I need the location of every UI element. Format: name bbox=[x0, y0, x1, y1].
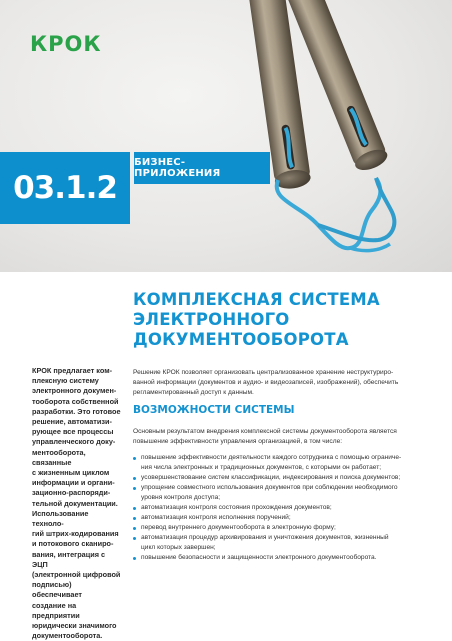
lead-line: повышение эффективности управления организацией, в том числе: bbox=[133, 438, 343, 445]
sidebar-line: ментооборота, связанные bbox=[32, 447, 86, 467]
sidebar-line: плексную систему bbox=[32, 376, 99, 386]
lead-paragraph bbox=[133, 427, 423, 447]
list-item bbox=[133, 473, 425, 483]
list-item bbox=[133, 513, 425, 523]
sidebar-line: рующее все процессы bbox=[32, 427, 114, 437]
sidebar-line: и потокового сканиро- bbox=[32, 539, 114, 549]
list-item-line: уровня контроля доступа; bbox=[141, 494, 221, 501]
sidebar-line: документооборота. bbox=[32, 631, 103, 641]
title-line: ДОКУМЕНТООБОРОТА bbox=[133, 330, 349, 349]
sidebar-line: управленческого доку- bbox=[32, 437, 116, 447]
lead-line: Основным результатом внедрения комплексной системы документооборота является bbox=[133, 428, 397, 435]
sidebar-summary bbox=[32, 366, 122, 641]
list-item-line: цикл которых завершен; bbox=[141, 544, 216, 551]
sidebar-line: разработки. Это готовое bbox=[32, 406, 121, 416]
sidebar-line: юридически значимого bbox=[32, 621, 117, 631]
sidebar-line: решение, автоматизи- bbox=[32, 417, 112, 427]
intro-line: ванной информации (документов и аудио- и видеозаписей, изображений), обеспечить bbox=[133, 379, 399, 386]
kroc-logo: КРОК bbox=[30, 32, 102, 56]
sidebar-line: КРОК предлагает ком- bbox=[32, 366, 113, 375]
list-item-line: усовершенствование систем классификации, индексирования и поиска документов; bbox=[141, 474, 401, 481]
title-line: КОМПЛЕКСНАЯ СИСТЕМА bbox=[133, 290, 380, 309]
intro-line: регламентированный доступ к данным. bbox=[133, 389, 254, 396]
title-line: ЭЛЕКТРОННОГО bbox=[133, 310, 290, 329]
sidebar-line: создание на предприятии bbox=[32, 600, 80, 620]
sidebar-line: подписью) обеспечивает bbox=[32, 580, 82, 600]
sidebar-line: гий штрих-кодирования bbox=[32, 529, 119, 539]
list-item-line: автоматизация процедур архивирования и уничтожения документов, жизненный bbox=[141, 534, 389, 541]
intro-line: Решение КРОК позволяет организовать централизованное хранение неструктуриро- bbox=[133, 369, 394, 376]
sidebar-line: тельной документации. bbox=[32, 498, 118, 508]
intro-paragraph bbox=[133, 368, 423, 398]
sidebar-line: (электронной цифровой bbox=[32, 570, 121, 580]
list-item bbox=[133, 523, 425, 533]
list-item-line: повышение безопасности и защищенности электронного документооборота. bbox=[141, 554, 377, 561]
list-item bbox=[133, 553, 425, 563]
list-item-line: упрощение совместного использования документов при соблюдении необходимого bbox=[141, 484, 398, 491]
capabilities-list bbox=[133, 453, 425, 563]
category-label: БИЗНЕС-ПРИЛОЖЕНИЯ bbox=[134, 152, 270, 184]
sidebar-line: Использование техноло- bbox=[32, 508, 89, 529]
list-item bbox=[133, 503, 425, 513]
list-item bbox=[133, 483, 425, 503]
list-item-line: перевод внутреннего документооборота в электронную форму; bbox=[141, 524, 336, 531]
section-heading: ВОЗМОЖНОСТИ СИСТЕМЫ bbox=[133, 404, 295, 416]
sidebar-line: вания, интеграция с ЭЦП bbox=[32, 549, 106, 569]
list-item-line: автоматизация контроля исполнения поручений; bbox=[141, 514, 291, 521]
sidebar-line: с жизненным циклом bbox=[32, 468, 110, 478]
sidebar-line: тооборота собственной bbox=[32, 396, 119, 406]
list-item bbox=[133, 453, 425, 473]
document-code: 03.1.2 bbox=[0, 152, 130, 224]
list-item-line: автоматизация контроля состояния прохождения документов; bbox=[141, 504, 332, 511]
list-item bbox=[133, 533, 425, 553]
list-item-line: ния числа электронных и традиционных документов, с которыми он работает; bbox=[141, 464, 382, 471]
page-title bbox=[133, 290, 433, 350]
sidebar-line: зационно-распоряди- bbox=[32, 488, 111, 498]
list-item-line: повышение эффективности деятельности каждого сотрудника с помощью ограниче- bbox=[141, 454, 402, 461]
sidebar-line: электронного докумен- bbox=[32, 386, 117, 396]
sidebar-line: информации и органи- bbox=[32, 478, 115, 488]
